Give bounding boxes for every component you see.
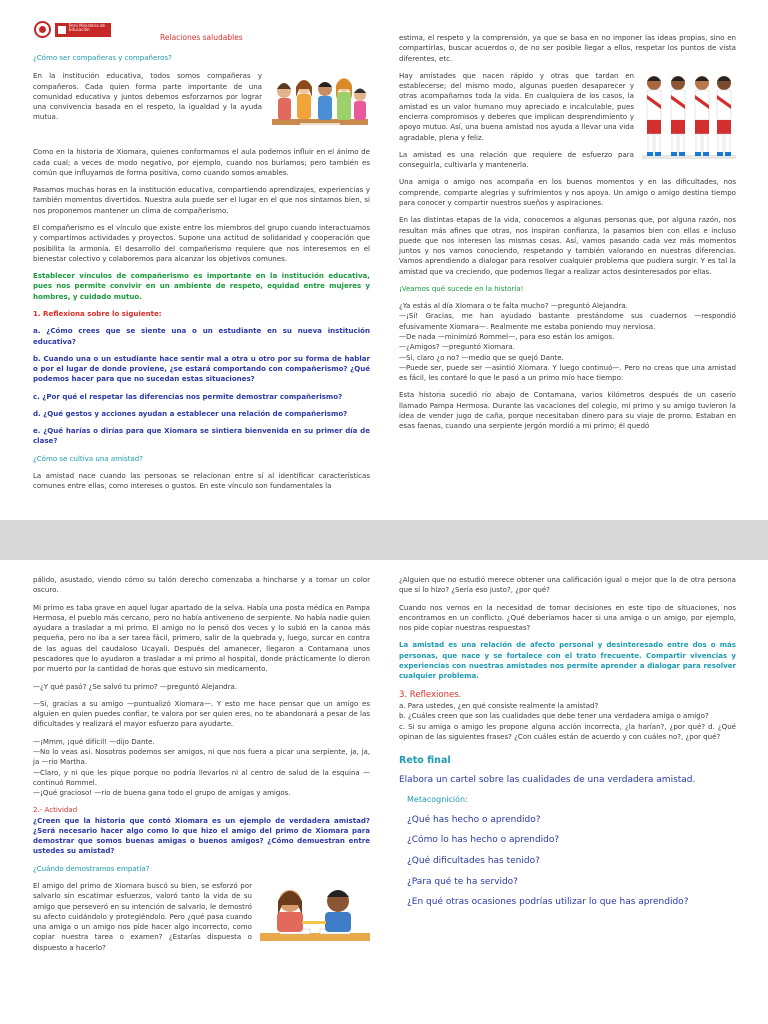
metacognition-question: ¿En qué otras ocasiones podrías utilizar lo que has aprendido? bbox=[407, 897, 689, 908]
friends-uniform-illustration bbox=[642, 71, 736, 163]
heading-empatia: ¿Cuándo demostramos empatía? bbox=[33, 863, 150, 873]
heading-reflexiones: 3. Reflexiones. bbox=[399, 689, 462, 700]
metacognition-question: ¿Cómo lo has hecho o aprendido? bbox=[407, 835, 560, 846]
dialog-line: —¿Amigos? —preguntó Xiomara. bbox=[399, 342, 515, 352]
key-idea-amistad: La amistad es una relación de afecto personal y desinteresado entre dos o más personas, que nace y se fortalece con el trato frecuente. Compartir vivencias y experiencias con nuestras amistades nos permite aprender a dialogar para resolver cualquier problema. bbox=[399, 640, 736, 681]
paragraph: Cuando nos vemos en la necesidad de tomar decisiones en este tipo de situaciones, nos encontramos en un conflicto. ¿Qué deberíamos hacer si una amiga o un amigo, por ejemplo, nos pide copiar nuestras respuestas? bbox=[399, 602, 736, 633]
paragraph: pálido, asustado, viendo cómo su talón derecho comenzaba a hincharse y a tomar un color oscuro. bbox=[33, 575, 370, 595]
paragraph: Una amiga o amigo nos acompaña en los buenos momentos y en las dificultades, nos comprende, comparte alegrías y sufrimientos y nos apoya. Un amigo o amigo destina tiempo para conocer y compartir nuestros sueños y aspiraciones. bbox=[399, 177, 736, 207]
question-a: a. ¿Cómo crees que se siente una o un estudiante en su nueva institución educativa? bbox=[33, 326, 370, 346]
dialog-line: —No lo veas así. Nosotros podemos ser amigos, ni que nos fuera a picar una serpiente, ja, ja, ja —rio Martha. bbox=[33, 746, 370, 767]
reflection-a: a. Para ustedes, ¿en qué consiste realmente la amistad? bbox=[399, 700, 599, 710]
metacognition-list bbox=[399, 793, 736, 911]
paragraph: En las distintas etapas de la vida, conocemos a algunas personas que, por alguna razón, nos resultan más afines que otras, nos inspiran confianza, la pasamos bien con ellas e incluso puede que nos interesen las mismas cosas. Así, vamos pasando cada vez más momentos juntos y nos vamos conociendo, respetando y también valorando en nuestras diferencias. Vamos aprendiendo a dialogar para resolver cualquier problema que pudiera surgir. Y es tal la amistad que va creciendo, que podemos llegar a realizar actos desinteresados por ellas. bbox=[399, 215, 736, 276]
dialog-line: ¿Ya estás al día Xiomara o te falta mucho? —preguntó Alejandra. bbox=[399, 301, 628, 311]
question-c: c. ¿Por qué el respetar las diferencias nos permite demostrar compañerismo? bbox=[33, 391, 343, 401]
key-idea-companerismo: Establecer vínculos de compañerismo es importante en la institución educativa, pues nos permite convivir en un ambiente de respeto, equidad entre mujeres y hombres, y cuidado mutuo. bbox=[33, 271, 370, 301]
p2-left-column bbox=[33, 575, 370, 965]
heading-veamos: ¡Veamos qué sucede en la historia! bbox=[399, 283, 524, 293]
empatia-block bbox=[33, 881, 370, 965]
paragraph: Pasamos muchas horas en la institución educativa, compartiendo aprendizajes, experiencias y también momentos divertidos. Nuestra aula puede ser el lugar en el que nos sintamos bien, si nos proponemos mantener un clima de compañerismo. bbox=[33, 185, 370, 215]
paragraph: En la institución educativa, todos somos compañeras y compañeros. Cada quien forma parte importante de una comunidad educativa y juntos debemos esforzarnos por lograr una convivencia basada en el respeto, la igualdad y la ayuda mutua. bbox=[33, 71, 262, 122]
dialog-line: —De nada —minimizó Rommel—, para eso están los amigos. bbox=[399, 332, 615, 342]
paragraph: El compañerismo es el vínculo que existe entre los miembros del grupo cuando interactuamos y compartimos actividades y proyectos. Supone una actitud de solidaridad y cooperación que posibilita la armonía. El desarrollo del compañerismo requiere que nos interesemos en el bienestar colectivo y colaboremos para alcanzar los objetivos comunes. bbox=[33, 222, 370, 263]
dialog-line: —¡Mmm, ¡qué difícil! —dijo Dante. bbox=[33, 736, 155, 746]
paragraph: Como en la historia de Xiomara, quienes conformamos el aula podemos influir en el ánimo de cada cual; a veces de modo negativo, por ejemplo, cuando nos burlamos; pero también es común que influyamos de forma positiva, como cuando somos amables. bbox=[33, 147, 370, 177]
reto-description: Elabora un cartel sobre las cualidades de una verdadera amistad. bbox=[399, 774, 696, 785]
paragraph: estima, el respeto y la comprensión, ya que se basa en no imponer las ideas propias, sino en compartirlas, buscar acuerdos o, de no ser posible llegar a ellos, respetar los puntos de vista diferentes, etc. bbox=[399, 33, 736, 63]
dialog-line: —Claro, y ni que les pique porque no podría llevarlos ni al centro de salud de la esquina —continuó Rommel. bbox=[33, 767, 370, 787]
dialog-line: —Sí, gracias a su amigo —puntualizó Xiomara—. Y esto me hace pensar que un amigo es alguien en quien puedes confiar, te valora por ser quien eres, no te abandonará a pesar de las dificultades y realizará el mayor esfuerzo para ayudarte. bbox=[33, 698, 370, 729]
paragraph: La amistad es una relación que requiere de esfuerzo para conseguirla, cultivarla y mantenerla. bbox=[399, 149, 634, 170]
heading-metacognicion: Metacognición: bbox=[407, 795, 468, 805]
paragraph: Hay amistades que nacen rápido y otras que tardan en establecerse; del mismo modo, algunas pueden desaparecer y otras acompañarnos toda la vida. En cualquiera de los casos, la amistad es un valor humano muy apreciado e incalculable, pues encierra compromisos y deberes que implican desprendimiento y apoyo mutuo. Así, una buena amistad nos ayuda a llevar una vida agradable, plena y feliz. bbox=[399, 70, 634, 142]
minedu-logo bbox=[34, 21, 111, 38]
paragraph: El amigo del primo de Xiomara buscó su bien, se esforzó por salvarlo sin escatimar esfuerzos, valoró tanto la vida de su amigo que perseveró en su intención de salvarlo, le demostró su afecto cuidándolo y protegiéndolo. Pero ¿qué pasa cuando una amiga o un amigo nos pide hacer algo incorrecto, como copiar nuestra tarea o examen? ¿Estarías dispuesta o dispuesto a hacerlo? bbox=[33, 881, 252, 952]
paragraph: ¿Alguien que no estudió merece obtener una calificación igual o mejor que la de otra persona que sí lo hizo? ¿Sería eso justo?, ¿por qué? bbox=[399, 575, 736, 595]
heading-amistad: ¿Cómo se cultiva una amistad? bbox=[33, 453, 143, 463]
dialog-line: —Sí, claro ¿o no? —medio que se quejó Dante. bbox=[399, 352, 564, 362]
heading-reto-final: Reto final bbox=[399, 755, 451, 767]
question-d: d. ¿Qué gestos y acciones ayudan a establecer una relación de compañerismo? bbox=[33, 408, 348, 418]
paragraph: Mi primo es taba grave en aquel lugar apartado de la selva. Había una posta médica en Pampa Hermosa, el pueblo más cercano, pero no había antiveneno de serpiente. No había nadie quien ayudara a trasladar a mi primo. El amigo no lo pensó dos veces y lo subió en la canoa más pequeña, pero no iba a ser tarea fácil, primero, salir de la quebrada y, luego, surcar en contra de las aguas del caudaloso Ucayali. Después del amanecer, llegaron a Contamana unos pescadores que lo ayudaron a trasladar a mi primo al hospital, donde prácticamente lo dieron por muerto por la cantidad de horas que estuvo sin medicamento. bbox=[33, 602, 370, 674]
page-2 bbox=[0, 560, 768, 1024]
dialog-line: —¿Y qué pasó? ¿Se salvó tu primo? —preguntó Alejandra. bbox=[33, 681, 238, 691]
students-studying-illustration bbox=[260, 881, 370, 961]
heading-companeros: ¿Cómo ser compañeras y compañeros? bbox=[33, 53, 172, 62]
dialog-line: —Puede ser, puede ser —asintió Xiomara. Y luego continuó—. Pero no creas que una amistad es fácil, les contaré lo que le pasó a un primo mío hace tiempo: bbox=[399, 362, 736, 383]
metacognition-question: ¿Qué has hecho o aprendido? bbox=[407, 814, 541, 825]
question-e: e. ¿Qué harías o dirías para que Xiomara se sintiera bienvenida en su primer día de clase? bbox=[33, 426, 370, 446]
heading-reflexiona: 1. Reflexiona sobre lo siguiente: bbox=[33, 308, 162, 318]
students-group-illustration bbox=[270, 71, 370, 143]
document-title: Relaciones saludables bbox=[160, 33, 243, 42]
p1-left-column bbox=[33, 53, 370, 499]
p2-right-column bbox=[399, 575, 736, 915]
reflection-c-d: c. Si su amiga o amigo les propone alguna acción incorrecta, ¿la harían?, ¿por qué? d. ¿Qué opinan de las siguientes frases? ¿Con cuáles están de acuerdo y con cuáles no?, ¿por qué? bbox=[399, 721, 736, 741]
heading-actividad: 2.- Actividad bbox=[33, 805, 78, 815]
friends-block bbox=[399, 71, 736, 178]
metacognition-question: ¿Qué dificultades has tenido? bbox=[407, 856, 540, 867]
dialog-line: —¡Sí! Gracias, me han ayudado bastante prestándome sus cuadernos —respondió efusivamente Xiomara—. Realmente me estaba poniendo muy nerviosa. bbox=[399, 311, 736, 331]
actividad-question: ¿Creen que la historia que contó Xiomara es un ejemplo de verdadera amistad? ¿Será necesario hacer algo como lo que hizo el amigo del primo de Xiomara para demostrar que somos buenas amigas o buenos amigos? ¿Cómo demuestran entre ustedes su amistad? bbox=[33, 815, 370, 856]
paragraph: La amistad nace cuando las personas se relacionan entre sí al identificar características comunes entre ellas, como intereses o gustos. En este vínculo son fundamentales la bbox=[33, 471, 370, 491]
dialog-line: —¡Qué gracioso! —rio de buena gana todo el grupo de amigas y amigos. bbox=[33, 788, 291, 798]
reflection-b: b. ¿Cuáles creen que son las cualidades que debe tener una verdadera amiga o amigo? bbox=[399, 711, 709, 721]
p1-right-column bbox=[399, 33, 736, 439]
question-b: b. Cuando una o un estudiante hace sentir mal a otra u otro por su forma de hablar o por el lugar de donde proviene, ¿se estará comportando con compañerismo? ¿Qué podemos hacer para que no sucedan estas situaciones? bbox=[33, 353, 370, 384]
ministry-logo-bar: Perú Ministerio de Educación bbox=[55, 23, 111, 37]
intro-block bbox=[33, 71, 370, 147]
paragraph: Esta historia sucedió río abajo de Contamana, varios kilómetros después de un caserío llamado Pampa Hermosa. Durante las vacaciones del colegio, mi primo y su amigo tuvieron la idea de vender jugo de caña, porque necesitaban dinero para su viaje de promo. Estaban en esas faenas, cuando una serpiente jergón mordió a mi primo; él quedó bbox=[399, 390, 736, 431]
school-seal-icon bbox=[34, 21, 51, 38]
metacognition-question: ¿Para qué te ha servido? bbox=[407, 876, 518, 887]
